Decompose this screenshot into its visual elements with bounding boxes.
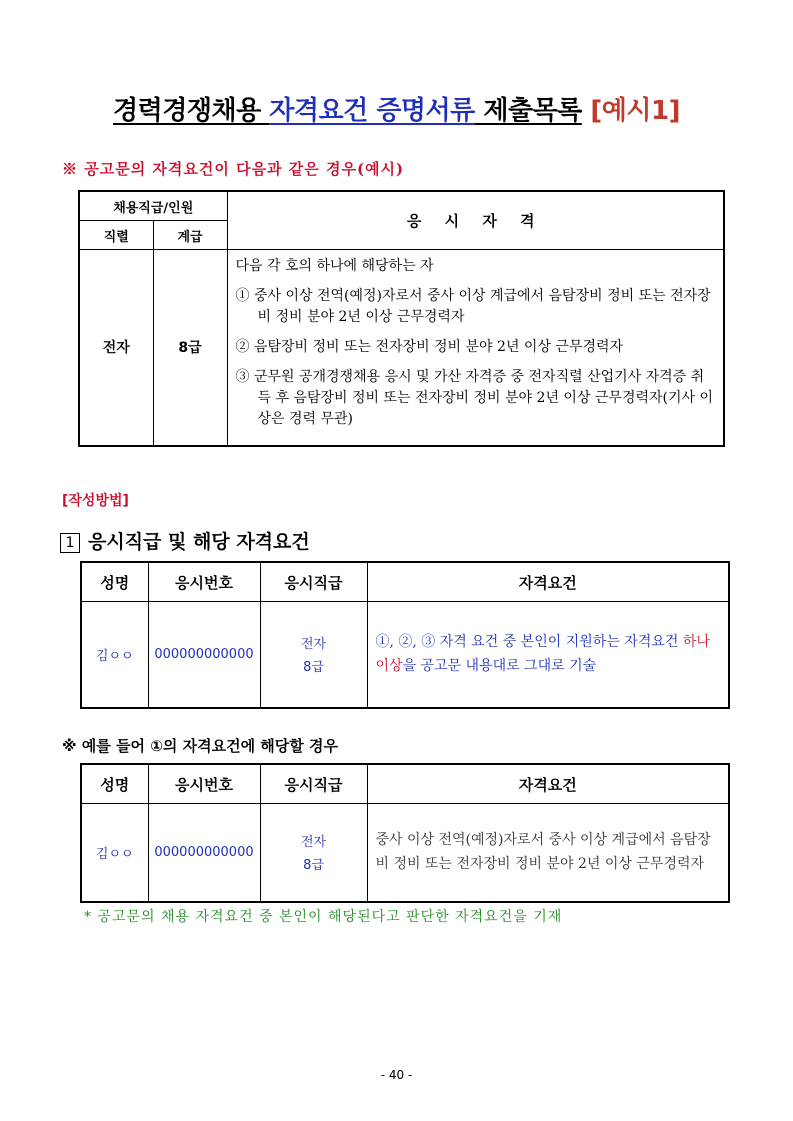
cell-number: 000000000000 [148,804,260,902]
header-name: 성명 [81,764,148,804]
title-part3: 제출목록 [474,96,582,126]
example-table [80,561,730,709]
cell-requirement: 중사 이상 전역(예정)자로서 중사 이상 계급에서 음탐장비 정비 또는 전자장비 정비 분야 2년 이상 근무경력자 [367,804,729,902]
section1-heading [60,527,310,554]
head-group: 채용직급/인원 [79,191,227,221]
grade-line2: 8급 [303,858,324,874]
head-right: 응 시 자 격 [227,191,724,250]
row-col2: 8급 [153,250,227,446]
example-heading: ※ 예를 들어 ①의 자격요건에 해당할 경우 [62,737,338,755]
qualification-table [78,190,725,447]
grade-line1: 전자 [300,637,327,653]
cell-number: 000000000000 [148,602,260,708]
req-part-a: ①, ②, ③ 자격 요건 중 본인이 지원하는 자격요건 [375,634,683,651]
cell-name: 김ㅇㅇ [81,602,148,708]
footnote: * 공고문의 채용 자격요건 중 본인이 해당된다고 판단한 자격요건을 기재 [84,909,563,925]
header-number: 응시번호 [148,562,260,602]
header-number: 응시번호 [148,764,260,804]
req-part-c: 을 공고문 내용대로 그대로 기술 [402,658,597,675]
header-requirement: 자격요건 [367,562,729,602]
header-name: 성명 [81,562,148,602]
header-grade: 응시직급 [260,562,367,602]
header-requirement: 자격요건 [367,764,729,804]
head-col2: 계급 [153,221,227,250]
title-part4: [예시1] [581,96,680,126]
notice-heading: ※ 공고문의 자격요건이 다음과 같은 경우(예시) [62,160,405,178]
qual-item1: ① 중사 이상 전역(예정)자로서 중사 이상 계급에서 음탐장비 정비 또는 전자장비 정비 분야 2년 이상 근무경력자 [235,288,711,325]
cell-requirement [367,602,729,708]
example-filled-table [80,763,730,903]
section1-label: 응시직급 및 해당 자격요건 [88,531,310,553]
header-grade: 응시직급 [260,764,367,804]
grade-line1: 전자 [300,835,327,851]
title-part2: 자격요건 증명서류 [269,96,475,126]
cell-name: 김ㅇㅇ [81,804,148,902]
qual-item2: ② 음탐장비 정비 또는 전자장비 정비 분야 2년 이상 근무경력자 [235,339,624,355]
row-col1: 전자 [79,250,153,446]
page-number: - 40 - [380,1068,413,1082]
section1-number-box: 1 [60,533,80,553]
qualification-cell [227,250,724,446]
qual-intro: 다음 각 호의 하나에 해당하는 자 [235,258,434,274]
req-part-b: 하나 이상 [375,634,710,675]
title-part1: 경력경쟁채용 [113,96,270,126]
grade-line2: 8급 [303,660,324,676]
cell-grade [260,602,367,708]
qual-item3: ③ 군무원 공개경쟁채용 응시 및 가산 자격증 중 전자직렬 산업기사 자격증 취득 후 음탐장비 정비 또는 전자장비 정비 분야 2년 이상 근무경력자(기사 이상은 경력 무관) [235,369,714,427]
cell-grade [260,804,367,902]
page-title [0,90,793,127]
howto-label: [작성방법] [62,493,129,509]
head-col1: 직렬 [79,221,153,250]
